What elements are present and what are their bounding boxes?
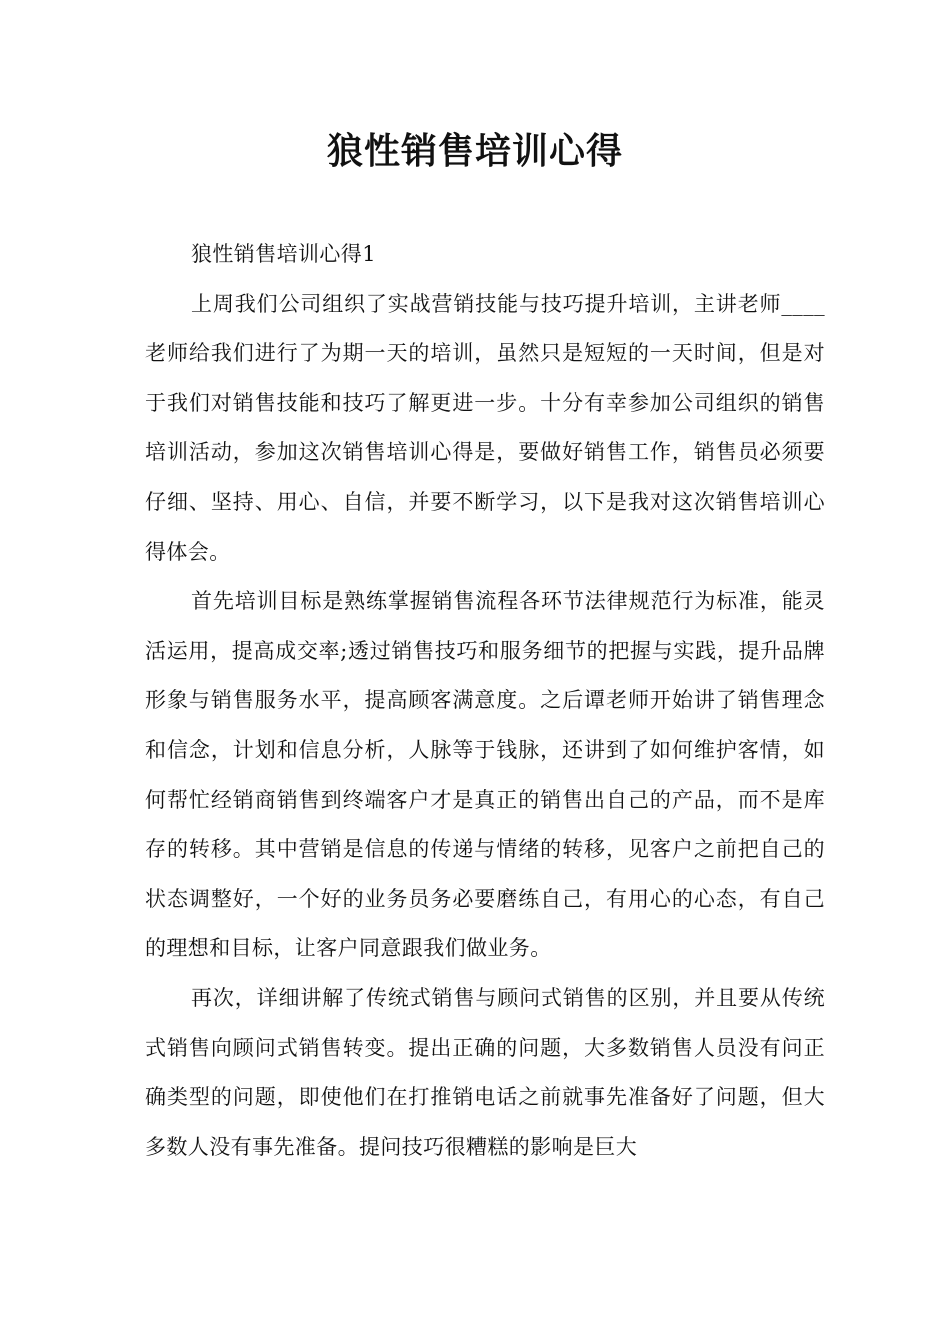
paragraph: 首先培训目标是熟练掌握销售流程各环节法律规范行为标准，能灵活运用，提高成交率;透过销售技巧和服务细节的把握与实践，提升品牌形象与销售服务水平，提高顾客满意度。之后谭老师开始讲了销售理念和信念，计划和信息分析，人脉等于钱脉，还讲到了如何维护客情，如何帮忙经销商销售到终端客户才是真正的销售出自己的产品，而不是库存的转移。其中营销是信息的传递与情绪的转移，见客户之前把自己的状态调整好，一个好的业务员务必要磨练自己，有用心的心态，有自己的理想和目标，让客户同意跟我们做业务。 [145,589,825,961]
paragraph: 上周我们公司组织了实战营销技能与技巧提升培训，主讲老师____老师给我们进行了为期一天的培训，虽然只是短短的一天时间，但是对于我们对销售技能和技巧了解更进一步。十分有幸参加公司组织的销售培训活动，参加这次销售培训心得是，要做好销售工作，销售员必须要仔细、坚持、用心、自信，并要不断学习，以下是我对这次销售培训心得体会。 [145,291,825,564]
document-body [145,230,825,1172]
paragraph-heading: 狼性销售培训心得1 [191,242,376,266]
paragraph: 再次，详细讲解了传统式销售与顾问式销售的区别，并且要从传统式销售向顾问式销售转变。提出正确的问题，大多数销售人员没有问正确类型的问题，即使他们在打推销电话之前就事先准备好了问题，但大多数人没有事先准备。提问技巧很糟糕的影响是巨大 [145,985,825,1159]
document-title: 狼性销售培训心得 [326,131,623,172]
